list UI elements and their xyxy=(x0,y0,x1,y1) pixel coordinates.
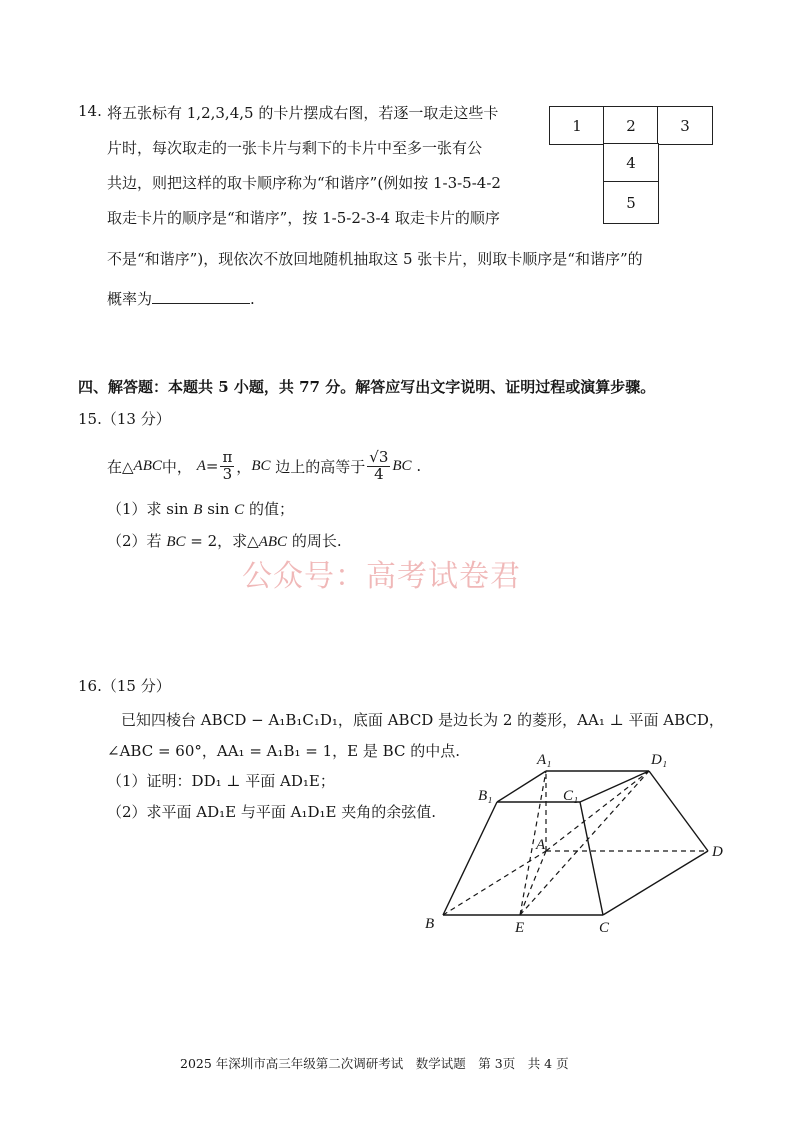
edge-cd xyxy=(603,851,708,915)
q14-number: 14. xyxy=(78,102,102,120)
edge-c1d1 xyxy=(580,771,649,802)
part2-prefix: （2）若 xyxy=(107,532,162,550)
q15-header: 15.（13 分） xyxy=(78,410,171,428)
side-bc: BC xyxy=(392,457,412,474)
q16-part2: （2）求平面 AD₁E 与平面 A₁D₁E 夹角的余弦值. xyxy=(107,803,437,821)
q15-stem-prefix: 在△ xyxy=(107,457,134,476)
label-b1: B₁ xyxy=(478,788,493,804)
q14-line4: 取走卡片的顺序是“和谐序”，按 1-5-2-3-4 取走卡片的顺序 xyxy=(107,209,500,227)
watermark: 公众号：高考试卷君 xyxy=(242,559,521,594)
card-4: 4 xyxy=(603,143,659,183)
frac-den: 4 xyxy=(374,464,384,483)
q16-line2: ∠ABC = 60°，AA₁ = A₁B₁ = 1，E 是 BC 的中点. xyxy=(107,742,460,760)
q14-line1: 将五张标有 1,2,3,4,5 的卡片摆成右图，若逐一取走这些卡 xyxy=(107,104,499,122)
q16-part1: （1）证明：DD₁ ⊥ 平面 AD₁E； xyxy=(107,772,335,790)
part2-suffix: 的周长. xyxy=(291,532,342,550)
edge-b1a1 xyxy=(497,771,546,802)
edge-cc1 xyxy=(580,802,603,915)
part1-suffix: 的值； xyxy=(248,500,294,518)
q16-line1: 已知四棱台 ABCD − A₁B₁C₁D₁，底面 ABCD 是边长为 2 的菱形，AA₁ ⊥ 平面 ABCD， xyxy=(121,711,724,729)
edge-ad1-hidden xyxy=(546,771,649,851)
label-c1: C₁ xyxy=(563,788,579,804)
frac-num: π xyxy=(222,448,233,466)
side-bc: BC xyxy=(166,534,186,550)
triangle-abc: ABC xyxy=(258,534,288,550)
frac-den: 3 xyxy=(222,464,233,483)
edge-ae-hidden xyxy=(520,851,546,915)
page-footer: 2025 年深圳市高三年级第二次调研考试 数学试题 第 3页 共 4 页 xyxy=(180,1056,569,1071)
equals: = xyxy=(205,457,219,476)
height-text: 边上的高等于 xyxy=(275,457,366,476)
q16-header: 16.（15 分） xyxy=(78,677,171,695)
q14-line2: 片时，每次取走的一张卡片与剩下的卡片中至多一张有公 xyxy=(107,139,483,157)
label-d: D xyxy=(712,844,723,860)
label-d1: D₁ xyxy=(651,752,668,768)
q14-line3: 共边，则把这样的取卡顺序称为“和谐序”(例如按 1-3-5-4-2 xyxy=(107,174,501,192)
edge-dd1 xyxy=(649,771,708,851)
comma: ， xyxy=(236,457,252,476)
card-3: 3 xyxy=(657,106,713,145)
label-b: B xyxy=(425,916,435,932)
var-c: C xyxy=(234,502,245,518)
section-heading: 四、解答题：本题共 5 小题，共 77 分。解答应写出文字说明、证明过程或演算步骤。 xyxy=(78,378,656,396)
label-a1: A₁ xyxy=(537,752,552,768)
label-e: E xyxy=(515,920,525,936)
var-b: B xyxy=(193,502,203,518)
card-1: 1 xyxy=(549,106,605,145)
q14-answer-prefix: 概率为 xyxy=(107,290,153,308)
q14-line5: 不是“和谐序”)，现依次不放回地随机抽取这 5 张卡片，则取卡顺序是“和谐序”的 xyxy=(107,250,643,268)
side-bc: BC xyxy=(251,457,271,474)
part1-prefix: （1）求 sin xyxy=(107,500,189,518)
label-c: C xyxy=(599,920,610,936)
angle-a: A xyxy=(196,457,206,474)
period: . xyxy=(416,457,422,476)
label-a: A xyxy=(536,837,546,853)
card-5: 5 xyxy=(603,181,659,224)
frac-num: √3 xyxy=(369,448,389,466)
triangle-abc: ABC xyxy=(133,457,162,474)
q15-stem-mid: 中， xyxy=(161,457,192,476)
q14-answer-suffix: . xyxy=(250,290,255,308)
card-2: 2 xyxy=(603,106,659,145)
sin: sin xyxy=(207,500,230,518)
part2-eq: = 2，求△ xyxy=(190,532,259,550)
